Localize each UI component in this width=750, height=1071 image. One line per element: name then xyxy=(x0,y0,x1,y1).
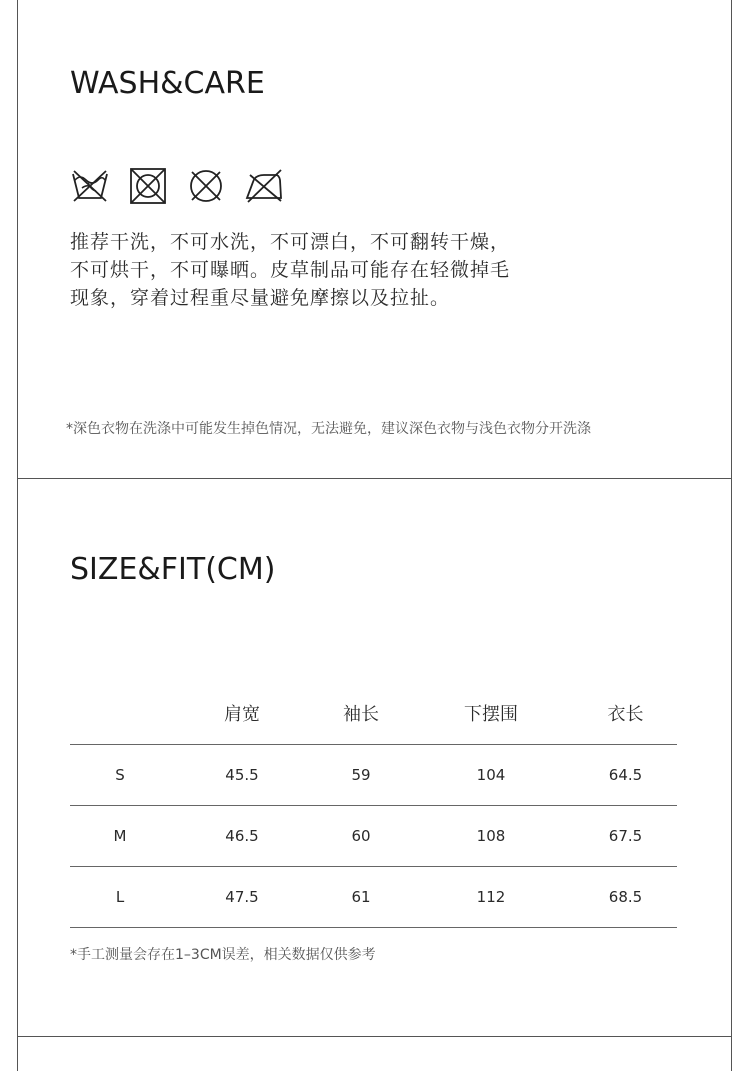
sleeve-value: 59 xyxy=(314,745,408,806)
shoulder-value: 45.5 xyxy=(170,745,314,806)
shoulder-value: 47.5 xyxy=(170,867,314,928)
size-fit-title: SIZE&FIT(CM) xyxy=(70,552,276,587)
table-row xyxy=(70,745,677,806)
header-shoulder: 肩宽 xyxy=(170,682,314,745)
size-table xyxy=(70,682,677,928)
shoulder-value: 46.5 xyxy=(170,806,314,867)
table-row xyxy=(70,867,677,928)
section-divider xyxy=(17,1036,732,1037)
no-hand-wash-icon xyxy=(70,166,110,206)
length-value: 68.5 xyxy=(574,867,677,928)
care-instructions: 推荐干洗，不可水洗，不可漂白，不可翻转干燥，不可烘干，不可曝晒。皮草制品可能存在轻微掉毛现象，穿着过程重尽量避免摩擦以及拉扯。 xyxy=(70,231,511,309)
hem-value: 108 xyxy=(408,806,574,867)
size-table-header xyxy=(70,682,677,745)
color-wash-note: *深色衣物在洗涤中可能发生掉色情况，无法避免，建议深色衣物与浅色衣物分开洗涤 xyxy=(66,421,591,437)
sleeve-value: 61 xyxy=(314,867,408,928)
frame-right-line xyxy=(731,0,732,1071)
header-size xyxy=(70,682,170,745)
size-label: S xyxy=(70,745,170,806)
length-value: 67.5 xyxy=(574,806,677,867)
header-sleeve: 袖长 xyxy=(314,682,408,745)
wash-care-title: WASH&CARE xyxy=(70,66,265,101)
hem-value: 112 xyxy=(408,867,574,928)
table-row xyxy=(70,806,677,867)
care-icons-row xyxy=(70,166,284,206)
length-value: 64.5 xyxy=(574,745,677,806)
size-label: L xyxy=(70,867,170,928)
no-tumble-dry-icon xyxy=(128,166,168,206)
measurement-note: *手工测量会存在1–3CM误差，相关数据仅供参考 xyxy=(70,947,376,963)
hem-value: 104 xyxy=(408,745,574,806)
size-label: M xyxy=(70,806,170,867)
sleeve-value: 60 xyxy=(314,806,408,867)
no-dry-clean-icon xyxy=(186,166,226,206)
frame-left-line xyxy=(17,0,18,1071)
header-hem: 下摆围 xyxy=(408,682,574,745)
no-iron-icon xyxy=(244,166,284,206)
section-divider xyxy=(17,478,732,479)
header-length: 衣长 xyxy=(574,682,677,745)
